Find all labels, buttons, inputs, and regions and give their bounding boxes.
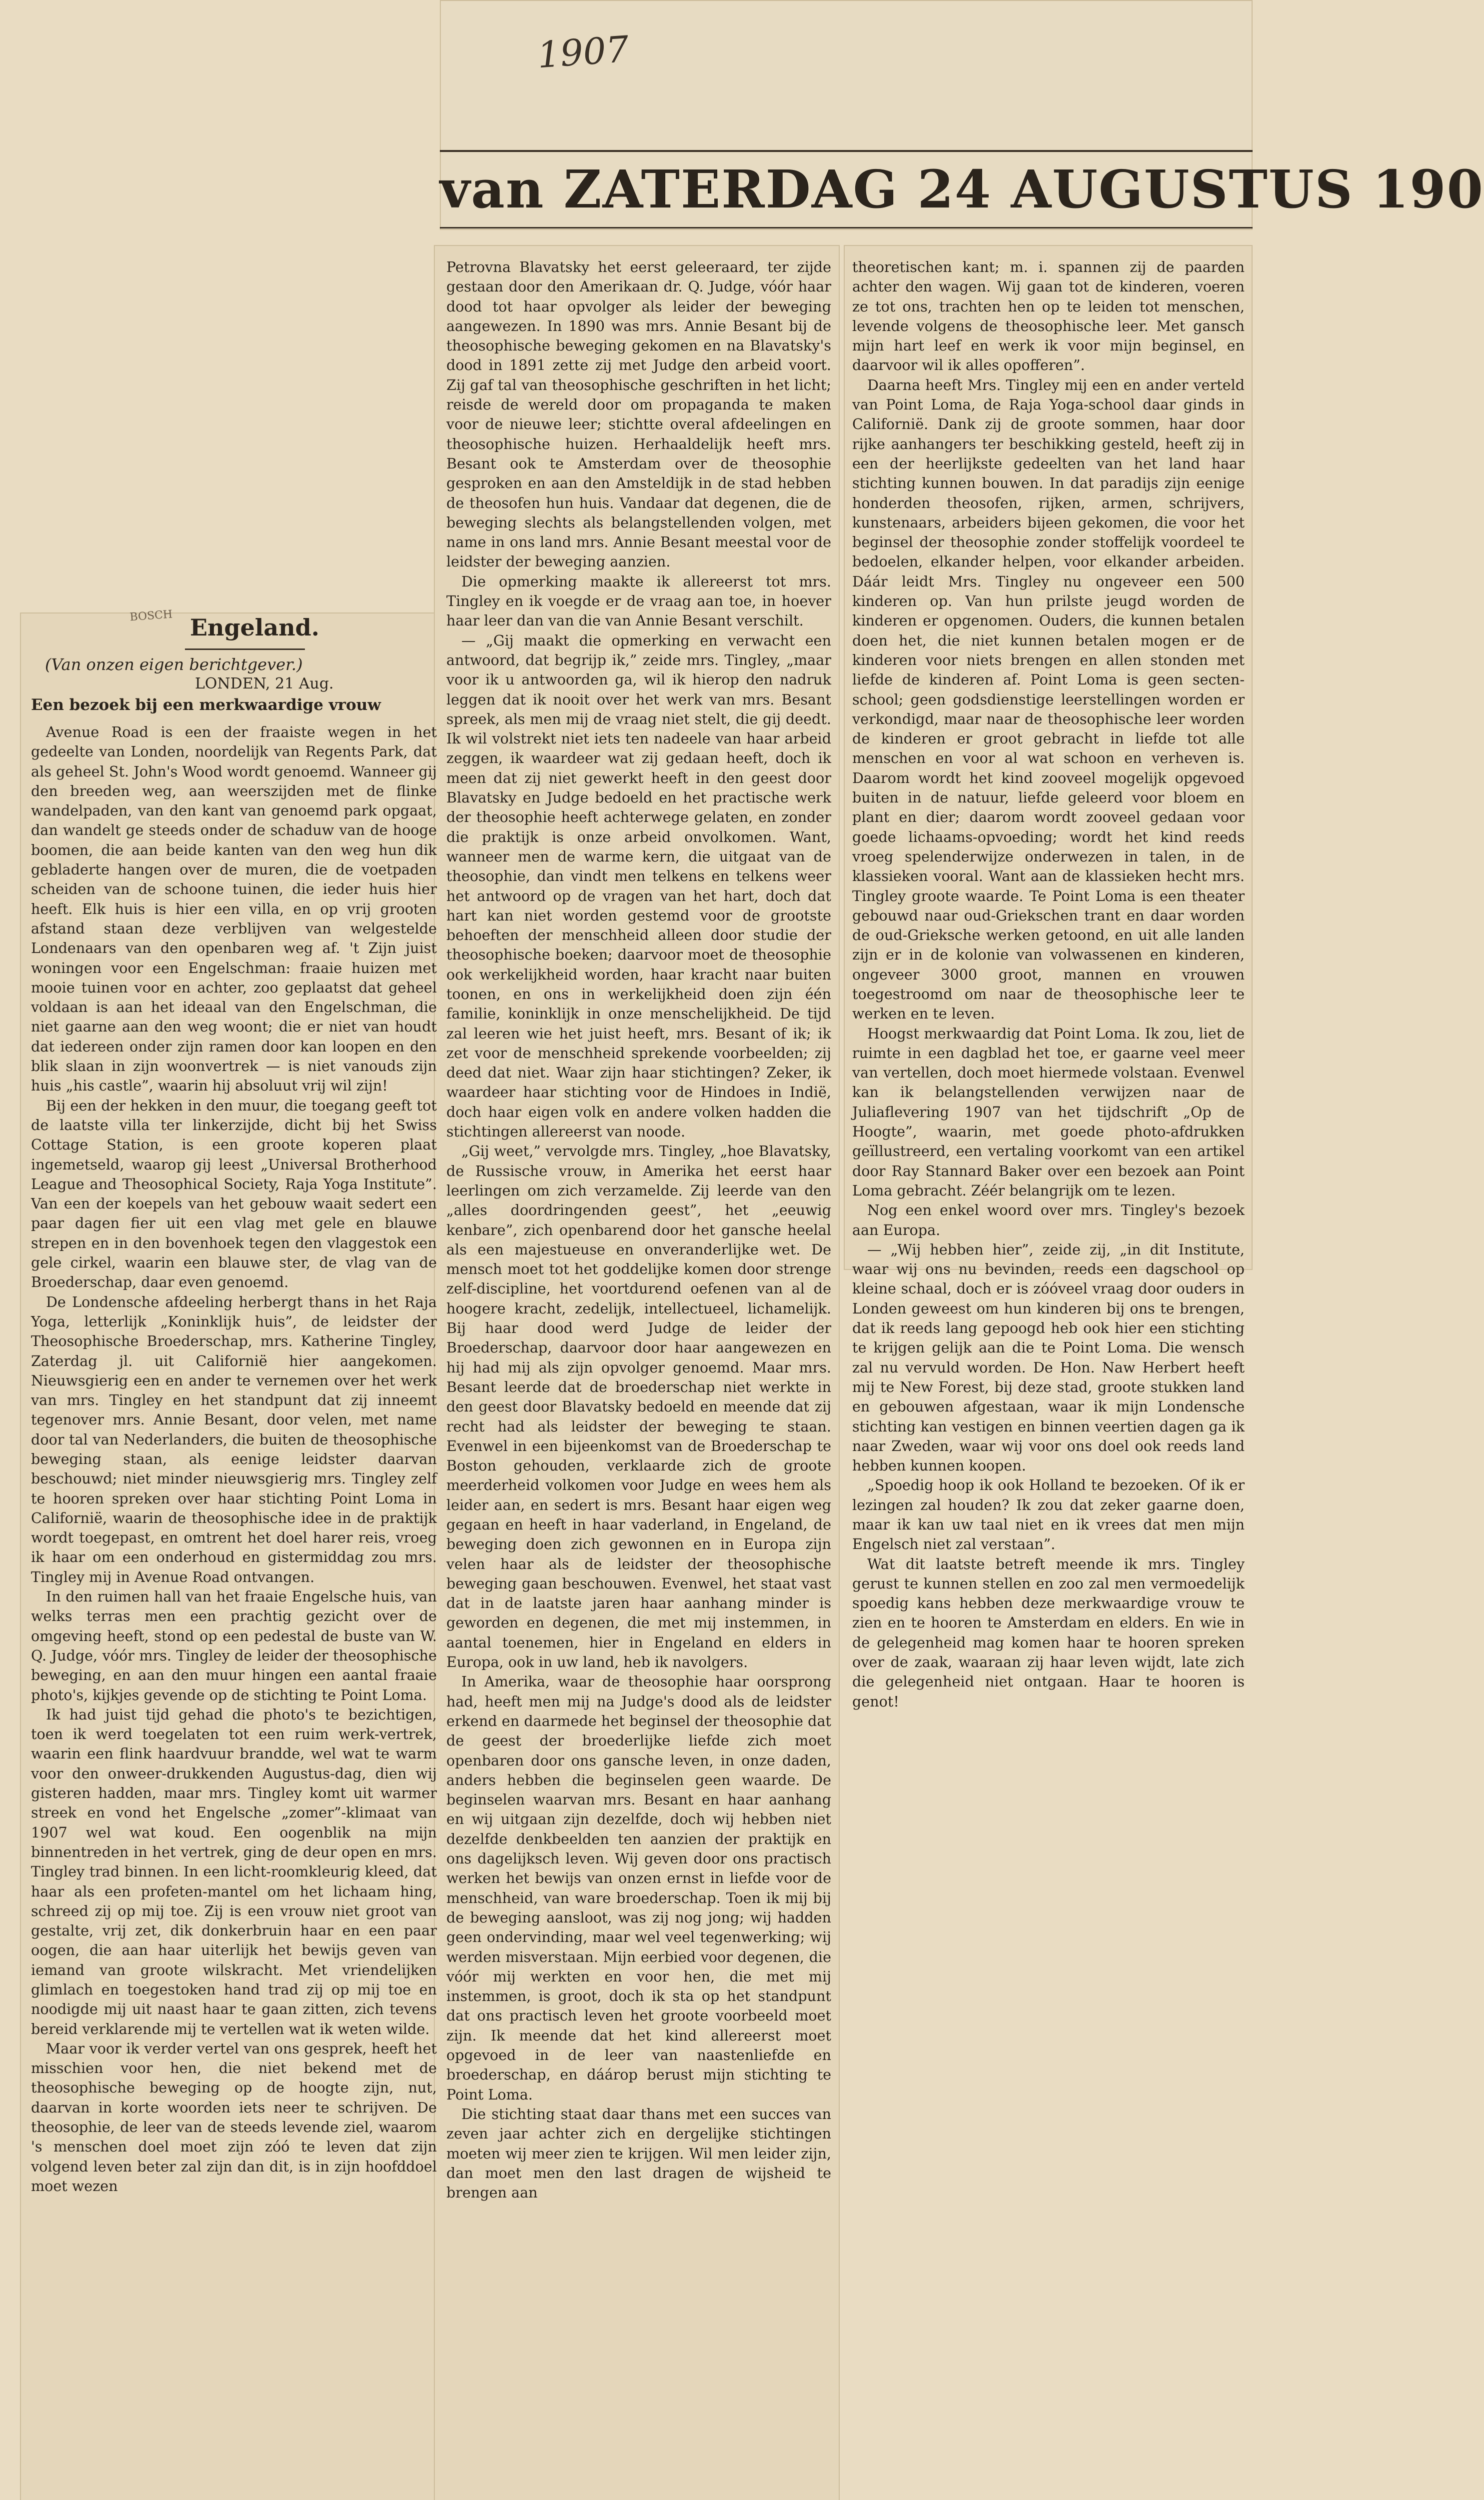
paragraph: Wat dit laatste betreft meende ik mrs. Tingley gerust te kunnen stellen en zoo zal men vermoedelijk spoedig kans hebben deze merkwaardige vrouw te zien en te hooren te Amsterdam en elders. En wie in de gelegenheid mag komen haar te hooren spreken over de zaak, waaraan zij haar leven wijdt, late zich die gelegenheid niet ontgaan. Haar te hooren is genot! (852, 1555, 1245, 1710)
paragraph: Daarna heeft Mrs. Tingley mij een en ander verteld van Point Loma, de Raja Yoga-school daar ginds in Californië. Dank zij de groote sommen, haar door rijke aanhangers ter beschikking gesteld, heeft zij in een der heerlijkste gedeelten van het land haar stichting kunnen bouwen. In dat paradijs zijn eenige honderden theosofen, rijken, armen, schrijvers, kunstenaars, arbeiders bijeen gekomen, die voor het beginsel der theosophie zonder stoffelijk voordeel te bedoelen, elkander helpen, voor elkander arbeiden. Dáár leidt Mrs. Tingley nu ongeveer een 500 kinderen op. Van hun prilste jeugd worden de kinderen er opgenomen. Ouders, die kunnen betalen doen het, die niet kunnen betalen mogen er de kinderen voor niets brengen en allen stonden met liefde de kinderen af. Point Loma is geen secten-school; geen godsdienstige leerstellingen worden er verkondigd, maar naar de theosophische leer worden de kinderen er groot gebracht in liefde tot alle menschen en voor al wat schoon en verheven is. Daarom wordt het kind zooveel mogelijk opgevoed buiten in de natuur, liefde geleerd voor bloem en plant en dier; daarom wordt zooveel gedaan voor goede lichaams-opvoeding; wordt het kind reeds vroeg spelenderwijze onderwezen in talen, in de klassieken vooral. Want aan de klassieken hecht mrs. Tingley groote waarde. Te Point Loma is een theater gebouwd naar oud-Griekschen trant en daar worden de oud-Grieksche werken getoond, en uit alle landen zijn er in de kolonie van volwassenen en kinderen, ongeveer 3000 groot, mannen en vrouwen toegestroomd om naar de theosophische leer te werken en te leven. (852, 376, 1245, 1022)
paragraph: Avenue Road is een der fraaiste wegen in het gedeelte van Londen, noordelijk van Regents Park, dat als geheel St. John's Wood wordt genoemd. Wanneer gij den breeden weg, aan weerszijden met de flinke wandelpaden, van den kant van genoemd park opgaat, dan wandelt ge steeds onder de schaduw van de hooge boomen, die aan beide kanten van den weg hun dik gebladerte hangen over de muren, die de voetpaden scheiden van de schoone tuinen, die ieder huis hier heeft. Elk huis is hier een villa, en op vrij grooten afstand staan deze verblijven van welgestelde Londenaars van den openbaren weg af. 't Zijn juist woningen voor een Engelschman: fraaie huizen met mooie tuinen voor en achter, zoo geplaatst dat geheel voldaan is aan het ideaal van den Engelschman, die niet gaarne aan den weg woont; die er niet van houdt dat iedereen onder zijn ramen door kan loopen en den blik slaan in zijn woonvertrek — is niet vanouds zijn huis „his castle”, waarin hij absoluut vrij wil zijn! (31, 724, 437, 1094)
article-byline: (Van onzen eigen berichtgever.) (45, 655, 303, 674)
middle-text-column (446, 258, 831, 2500)
article-dateline: LONDEN, 21 Aug. (195, 675, 334, 692)
paragraph: theoretischen kant; m. i. spannen zij de paarden achter den wagen. Wij gaan tot de kinderen, voeren ze tot ons, trachten hen op te leiden tot menschen, levende volgens de theosophische leer. Met gansch mijn hart leef en werk ik voor mijn beginsel, en daarvoor wil ik alles opofferen”. (852, 258, 1245, 374)
paragraph: In den ruimen hall van het fraaie Engelsche huis, van welks terras men een prachtig gezicht over de omgeving heeft, stond op een pedestal de buste van W. Q. Judge, vóór mrs. Tingley de leider der theosophische beweging, en aan den muur hingen een aantal fraaie photo's, kijkjes gevende op de stichting te Point Loma. (31, 1588, 437, 1704)
paragraph: „Spoedig hoop ik ook Holland te bezoeken. Of ik er lezingen zal houden? Ik zou dat zeker gaarne doen, maar ik kan uw taal niet en ik vrees dat men mijn Engelsch niet zal verstaan”. (852, 1476, 1245, 1553)
headline-rule (185, 648, 305, 650)
paragraph: Ik had juist tijd gehad die photo's te bezichtigen, toen ik werd toegelaten tot een ruim werk-vertrek, waarin een flink haardvuur brandde, wel wat te warm voor den onweer-drukkenden Augustus-dag, dien wij gisteren hadden, maar mrs. Tingley komt uit warmer streek en vond het Engelsche „zomer”-klimaat van 1907 wel wat koud. Een oogenblik na mijn binnentreden in het vertrek, ging de deur open en mrs. Tingley trad binnen. In een licht-roomkleurig kleed, dat haar als een profeten-mantel om het lichaam hing, schreed zij op mij toe. Zij is een vrouw niet groot van gestalte, vrij zet, dik donkerbruin haar en een paar oogen, die aan haar uiterlijk het bewijs geven van iemand van groote wilskracht. Met vriendelijken glimlach en toegestoken hand trad zij op mij toe en noodigde mij uit naast haar te gaan zitten, zich tevens bereid verklarende mij te vertellen wat ik weten wilde. (31, 1706, 437, 2038)
newspaper-date-masthead: van ZATERDAG 24 AUGUSTUS 190 (440, 150, 1253, 228)
article-subhead: Een bezoek bij een merkwaardige vrouw (31, 696, 381, 714)
paragraph: „Gij weet,” vervolgde mrs. Tingley, „hoe Blavatsky, de Russische vrouw, in Amerika het eerst haar leerlingen om zich verzamelde. Zij leerde van den „alles doordringenden geest”, het „eeuwig kenbare”, zich openbarend door het gansche heelal als een majestueuse en onveranderlijke wet. De mensch moet tot het goddelijke komen door strenge zelf-discipline, het voortdurend oefenen van al de hoogere kracht, zedelijk, intellectueel, lichamelijk. Bij haar dood werd Judge de leider der Broederschap, daarvoor door haar aangewezen en hij had mij als zijn opvolger genoemd. Maar mrs. Besant leerde dat de broederschap niet werkte in den geest door Blavatsky bedoeld en meende dat zij recht had als leidster der beweging te staan. Evenwel in een bijeenkomst van de Broederschap te Boston gehouden, verklaarde zich de groote meerderheid volkomen voor Judge en wees hem als leider aan, en sedert is mrs. Besant haar eigen weg gegaan en heeft in haar vaderland, in Engeland, de beweging doen zich gewonnen en in Europa zijn velen haar als de leidster der theosophische beweging gaan beschouwen. Evenwel, het staat vast dat in de laatste jaren haar aanhang minder is geworden en degenen, die met mij instemmen, in aantal toenemen, hier in Engeland en elders in Europa, ook in uw land, heb ik navolgers. (446, 1142, 831, 1671)
paragraph: Petrovna Blavatsky het eerst geleeraard, ter zijde gestaan door den Amerikaan dr. Q. Judge, vóór haar dood tot haar opvolger als leider der beweging aangewezen. In 1890 was mrs. Annie Besant bij de theosophische beweging gekomen en na Blavatsky's dood in 1891 zette zij met Judge den arbeid voort. Zij gaf tal van theosophische geschriften in het licht; reisde de wereld door om propaganda te maken voor de nieuwe leer; stichtte overal afdeelingen en theosophische huizen. Herhaaldelijk heeft mrs. Besant ook te Amsterdam over de theosophie gesproken en aan den Amsteldijk in de stad hebben de theosofen hun huis. Vandaar dat degenen, die de beweging slechts als belangstellenden volgen, met name in ons land mrs. Annie Besant meestal voor de leidster der beweging aanzien. (446, 258, 831, 570)
paragraph: Hoogst merkwaardig dat Point Loma. Ik zou, liet de ruimte in een dagblad het toe, er gaarne veel meer van vertellen, doch moet hiermede volstaan. Evenwel kan ik belangstellenden verwijzen naar de Juliaflevering 1907 van het tijdschrift „Op de Hoogte”, waarin, met goede photo-afdrukken geïllustreerd, een vertaling voorkomt van een artikel door Ray Stannard Baker over een bezoek aan Point Loma gebracht. Zéér belangrijk om te lezen. (852, 1024, 1245, 1199)
paragraph: De Londensche afdeeling herbergt thans in het Raja Yoga, letterlijk „Koninklijk huis”, de leidster der Theosophische Broederschap, mrs. Katherine Tingley, Zaterdag jl. uit Californië hier aangekomen. Nieuwsgierig een en ander te vernemen over het werk van mrs. Tingley en het standpunt dat zij inneemt tegenover mrs. Annie Besant, door velen, met name door tal van Nederlanders, die buiten de theosophische beweging staan, als eenige leidster daarvan beschouwd; niet minder nieuwsgierig mrs. Tingley zelf te hooren spreken over haar stichting Point Loma in Californië, waarin de theosophische idee in de praktijk wordt toegepast, en omtrent het doel harer reis, vroeg ik haar om een onderhoud en gistermiddag zou mrs. Tingley mij in Avenue Road ontvangen. (31, 1293, 437, 1586)
paragraph: Maar voor ik verder vertel van ons gesprek, heeft het misschien voor hen, die niet bekend met de theosophische beweging op de hoogte zijn, nut, daarvan in korte woorden iets neer te schrijven. De theosophie, de leer van de steeds levende ziel, waarom 's menschen doel moet zijn zóó te leven dat zijn volgend leven beter zal zijn dan dit, is in zijn hoofddoel moet wezen (31, 2040, 437, 2194)
article-headline: Engeland. (190, 614, 319, 641)
paragraph: — „Wij hebben hier”, zeide zij, „in dit Institute, waar wij ons nu bevinden, reeds een dagschool op kleine schaal, doch er is zóóveel vraag door ouders in Londen geweest om hun kinderen bij ons te brengen, dat ik reeds lang gepoogd heb ook hier een stichting te krijgen gelijk aan die te Point Loma. Die wensch zal nu vervuld worden. De Hon. Naw Herbert heeft mij te New Forest, bij deze stad, groote stukken land en gebouwen afgestaan, waar ik mijn Londensche stichting kan vestigen en binnen veertien dagen ga ik naar Zweden, waar wij voor ons doel ook reeds land hebben kunnen koopen. (852, 1240, 1245, 1474)
paragraph: Nog een enkel woord over mrs. Tingley's bezoek aan Europa. (852, 1202, 1245, 1238)
left-text-column (31, 722, 437, 2500)
right-text-column (852, 258, 1245, 1710)
handwritten-year-note: 1907 (536, 28, 630, 76)
archive-stamp: BOSCH (129, 608, 173, 624)
paragraph: Bij een der hekken in den muur, die toegang geeft tot de laatste villa ter linkerzijde, dicht bij het Swiss Cottage Station, is een groote koperen plaat ingemetseld, waarop gij leest „Universal Brotherhood League and Theosophical Society, Raja Yoga Institute”. Van een der koepels van het gebouw waait sedert een paar dagen fier uit een vlag met gele en blauwe strepen en in den bovenhoek tegen den vlaggestok een gele cirkel, waarin een blauwe ster, de vlag van de Broederschap, daar even genoemd. (31, 1096, 437, 1291)
paragraph: Die stichting staat daar thans met een succes van zeven jaar achter zich en dergelijke stichtingen moeten wij meer zien te krijgen. Wil men leider zijn, dan moet men den last dragen de wijsheid te brengen aan (446, 2105, 831, 2202)
paragraph: — „Gij maakt die opmerking en verwacht een antwoord, dat begrijp ik,” zeide mrs. Tingley, „maar voor ik u antwoorden ga, wil ik hierop den nadruk leggen dat ik nooit over het werk van mrs. Besant spreek, als men mij de vraag niet stelt, die gij deedt. Ik wil volstrekt niet iets ten nadeele van haar arbeid zeggen, ik waardeer wat zij gedaan heeft, doch ik meen dat zij niet gewerkt heeft in den geest door Blavatsky en Judge bedoeld en het practische werk der theosophie heeft achterwege gelaten, en zonder die praktijk is onze arbeid onvolkomen. Want, wanneer men de warme kern, die uitgaat van de theosophie, dan vindt men telkens en telkens weer het antwoord op de vragen van het hart, doch dat hart kan niet worden gestemd voor de grootste behoeften der menschheid alleen door studie der theosophische boeken; daarvoor moet de theosophie ook werkelijkheid worden, haar kracht naar buiten toonen, en ons in werkelijkheid doen zijn één familie, koninklijk in onze menschelijkheid. De tijd zal leeren wie het juist heeft, mrs. Besant of ik; ik zet voor de menschheid sprekende voorbeelden; zij deed dat niet. Waar zijn haar stichtingen? Zeker, ik waardeer haar stichting voor de Hindoes in Indië, doch haar eigen volk en andere volken hadden die stichtingen allereerst van noode. (446, 632, 831, 1140)
paragraph: Die opmerking maakte ik allereerst tot mrs. Tingley en ik voegde er de vraag aan toe, in hoever haar leer dan van die van Annie Besant verschilt. (446, 572, 831, 630)
paragraph: In Amerika, waar de theosophie haar oorsprong had, heeft men mij na Judge's dood als de leidster erkend en daarmede het beginsel der theosophie dat de geest der broederlijke liefde zich moet openbaren door ons gansche leven, in onze daden, anders hebben die beginselen geen waarde. De beginselen waarvan mrs. Besant en haar aanhang en wij uitgaan zijn dezelfde, doch wij hebben niet dezelfde denkbeelden ten aanzien der praktijk en ons dagelijksch leven. Wij geven door ons practisch werken het bewijs van onzen ernst in liefde voor de menschheid, van ware broederschap. Toen ik mij bij de beweging aansloot, was zij nog jong; wij hadden geen ondervinding, maar wel veel tegenwerking; wij werden misverstaan. Mijn eerbied voor degenen, die vóór mij werkten en voor hen, die met mij instemmen, is groot, doch ik sta op het standpunt dat ons practisch leven het groote voorbeeld moet zijn. Ik meende dat het kind allereerst moet opgevoed in de leer van naastenliefde en broederschap, en dáárop berust mijn stichting te Point Loma. (446, 1673, 831, 2103)
